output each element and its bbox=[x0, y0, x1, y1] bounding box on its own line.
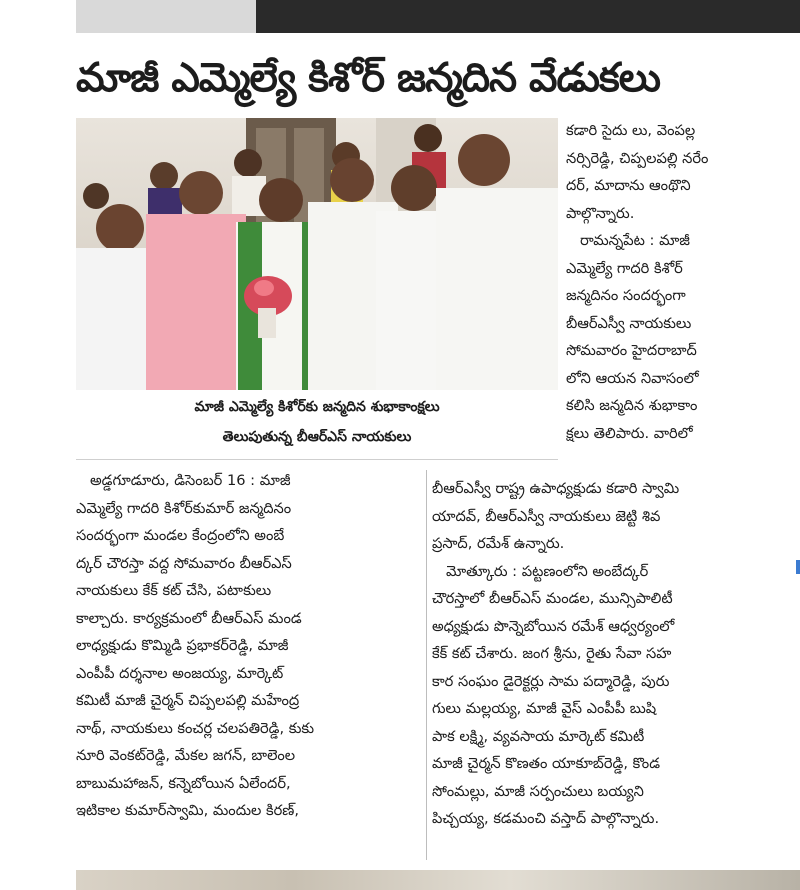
article-line: కాల్చారు. కార్యక్రమంలో బీఆర్ఎస్ మండ bbox=[76, 609, 302, 627]
article-line: గులు మల్లయ్య, మాజీ వైస్ ఎంపీపీ బుషి bbox=[432, 700, 657, 717]
article-line: కలిసి జన్మదిన శుభాకాం bbox=[566, 397, 698, 414]
article-line: బీఆర్ఎస్వీ రాష్ట్ర ఉపాధ్యక్షుడు కడారి స్వామి bbox=[432, 480, 680, 497]
article-line: నూరి వెంకట్‌రెడ్డి, మేకల జగన్, బాలెంల bbox=[76, 747, 296, 764]
header-strip-left bbox=[76, 0, 256, 33]
article-line: నాయకులు కేక్ కట్ చేసి, పటాకులు bbox=[76, 582, 272, 599]
article-line: నర్సిరెడ్డి, చిప్పలపల్లి నరేం bbox=[566, 149, 709, 167]
article-line: లోని ఆయన నివాసంలో bbox=[566, 369, 699, 387]
article-column-left bbox=[76, 467, 422, 825]
article-line: కడారి సైదు లు, వెంపల్ల bbox=[566, 122, 696, 139]
article-line: బీఆర్ఎస్వీ నాయకులు bbox=[566, 314, 692, 332]
photo-caption bbox=[76, 392, 558, 458]
next-article-photo-strip bbox=[76, 870, 800, 890]
article-line: జన్మదినం సందర్భంగా bbox=[566, 287, 686, 304]
article-line: మోత్కూరు : పట్టణంలోని అంబేద్కర్ bbox=[446, 562, 649, 580]
article-line: ఇటికాల కుమార్‌స్వామి, మందుల కిరణ్, bbox=[76, 802, 299, 819]
article-line: సందర్భంగా మండల కేంద్రంలోని అంబే bbox=[76, 527, 285, 544]
article-line: లాధ్యక్షుడు కొమ్మిడి ప్రభాకర్‌రెడ్డి, మాజీ bbox=[76, 637, 289, 654]
article-line: ఎంపీపీ దర్శనాల అంజయ్య, మార్కెట్ bbox=[76, 664, 284, 682]
article-line: పాక లక్ష్మి, వ్యవసాయ మార్కెట్ కమిటీ bbox=[432, 727, 645, 745]
article-line: సోమవారం హైదరాబాద్ bbox=[566, 342, 697, 359]
article-line: ప్రసాద్, రమేశ్ ఉన్నారు. bbox=[432, 535, 565, 552]
article-line: కమిటీ మాజీ చైర్మన్ చిప్పలపల్లి మహేంద్ర bbox=[76, 692, 300, 709]
article-line: యాదవ్, బీఆర్ఎస్వీ నాయకులు జెట్టి శివ bbox=[432, 507, 661, 525]
article-headline: మాజీ ఎమ్మెల్యే కిశోర్ జన్మదిన వేడుకలు bbox=[76, 55, 660, 101]
photo-caption-line: తెలుపుతున్న బీఆర్‌ఎస్ నాయకులు bbox=[222, 429, 412, 445]
article-line: పాల్గొన్నారు. bbox=[566, 204, 635, 222]
article-line: క్షలు తెలిపారు. వారిలో bbox=[566, 424, 693, 442]
article-line: మాజీ చైర్మన్ కొణతం యాకూబ్‌రెడ్డి, కొండ bbox=[432, 755, 661, 772]
photo-caption-line: మాజీ ఎమ్మెల్యే కిశోర్‌కు జన్మదిన శుభాకాంక్షలు bbox=[194, 399, 440, 415]
article-line: దర్, మాదాను ఆంథొని bbox=[566, 177, 691, 194]
article-line: అధ్యక్షుడు పొన్నెబోయిన రమేశ్ ఆధ్వర్యంలో bbox=[432, 617, 675, 635]
article-column-middle bbox=[432, 475, 794, 833]
article-line: సోంమల్లు, మాజీ సర్పంచులు బయ్యని bbox=[432, 782, 644, 800]
article-line: కార సంఘం డైరెక్టర్లు సామ పద్మారెడ్డి, పురు bbox=[432, 672, 670, 690]
news-photo bbox=[76, 118, 558, 390]
header-strip-dark bbox=[256, 0, 800, 33]
article-line: కేక్ కట్ చేశారు. జంగ శ్రీను, రైతు సేవా సహ bbox=[432, 645, 672, 662]
article-line: ఎమ్మెల్యే గాదరి కిశోర్ bbox=[566, 259, 683, 277]
article-line: అడ్డగూడూరు, డిసెంబర్ 16 : మాజీ bbox=[90, 472, 291, 489]
article-line: ఎమ్మెల్యే గాదరి కిశోర్‌కుమార్ జన్మదినం bbox=[76, 499, 292, 517]
article-line: పిచ్చయ్య, కడమంచి వస్తాద్ పాల్గొన్నారు. bbox=[432, 810, 660, 827]
article-line: బాబుమహాజన్, కన్నెబోయిన ఏలేందర్, bbox=[76, 774, 291, 792]
article-line: నాథ్, నాయకులు కంచర్ల చలపతిరెడ్డి, కుకు bbox=[76, 719, 315, 737]
caption-divider bbox=[76, 459, 558, 460]
article-column-right bbox=[566, 117, 794, 447]
article-line: రామన్నపేట : మాజీ bbox=[580, 232, 690, 249]
article-line: ద్కర్ చౌరస్తా వద్ద సోమవారం బీఆర్ఎస్ bbox=[76, 554, 292, 572]
column-divider bbox=[426, 470, 427, 860]
page-edge-mark bbox=[796, 560, 800, 574]
article-line: చౌరస్తాలో బీఆర్ఎస్ మండల, మున్సిపాలిటీ bbox=[432, 590, 673, 607]
